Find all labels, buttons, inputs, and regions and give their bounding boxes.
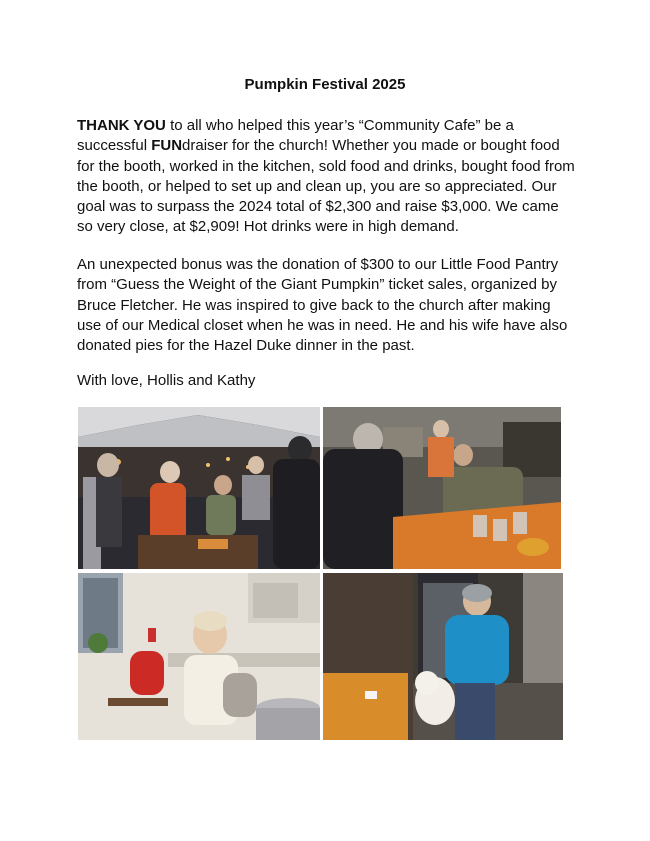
photo-food-table	[323, 407, 561, 569]
thank-you-paragraph	[77, 116, 577, 238]
thank-you-bold: THANK YOU	[77, 117, 166, 134]
paragraph1-text-a: to all who helped this year’s “Community Cafe” be a successful	[77, 117, 514, 155]
photo-woman-with-dog	[323, 573, 563, 740]
photo-tent-volunteers	[78, 407, 320, 569]
document-title: Pumpkin Festival 2025	[244, 76, 406, 93]
signoff: With love, Hollis and Kathy	[77, 372, 256, 389]
fun-bold: FUN	[151, 137, 183, 155]
donation-paragraph: An unexpected bonus was the donation of $300 to our Little Food Pantry from “Guess the Weight of the Giant Pumpkin” ticket sales, organized by Bruce Fletcher. He was inspired to give back to the church after making use of our Medical closet when he was in need. He and his wife have also donated pies for the Hazel Duke dinner in the past.	[77, 256, 568, 355]
photo-kitchen-oven-mitts	[78, 573, 320, 740]
paragraph1-text-b: draiser for the church! Whether you made or bought food for the booth, worked in the kitchen, sold food and drinks, bought food from the booth, or helped to set up and clean up, you are so appreciated. Our goal was to surpass the 2024 total of $2,300 and raise $3,000. We came so very close, at $2,909! Hot drinks were in high demand.	[77, 137, 575, 236]
